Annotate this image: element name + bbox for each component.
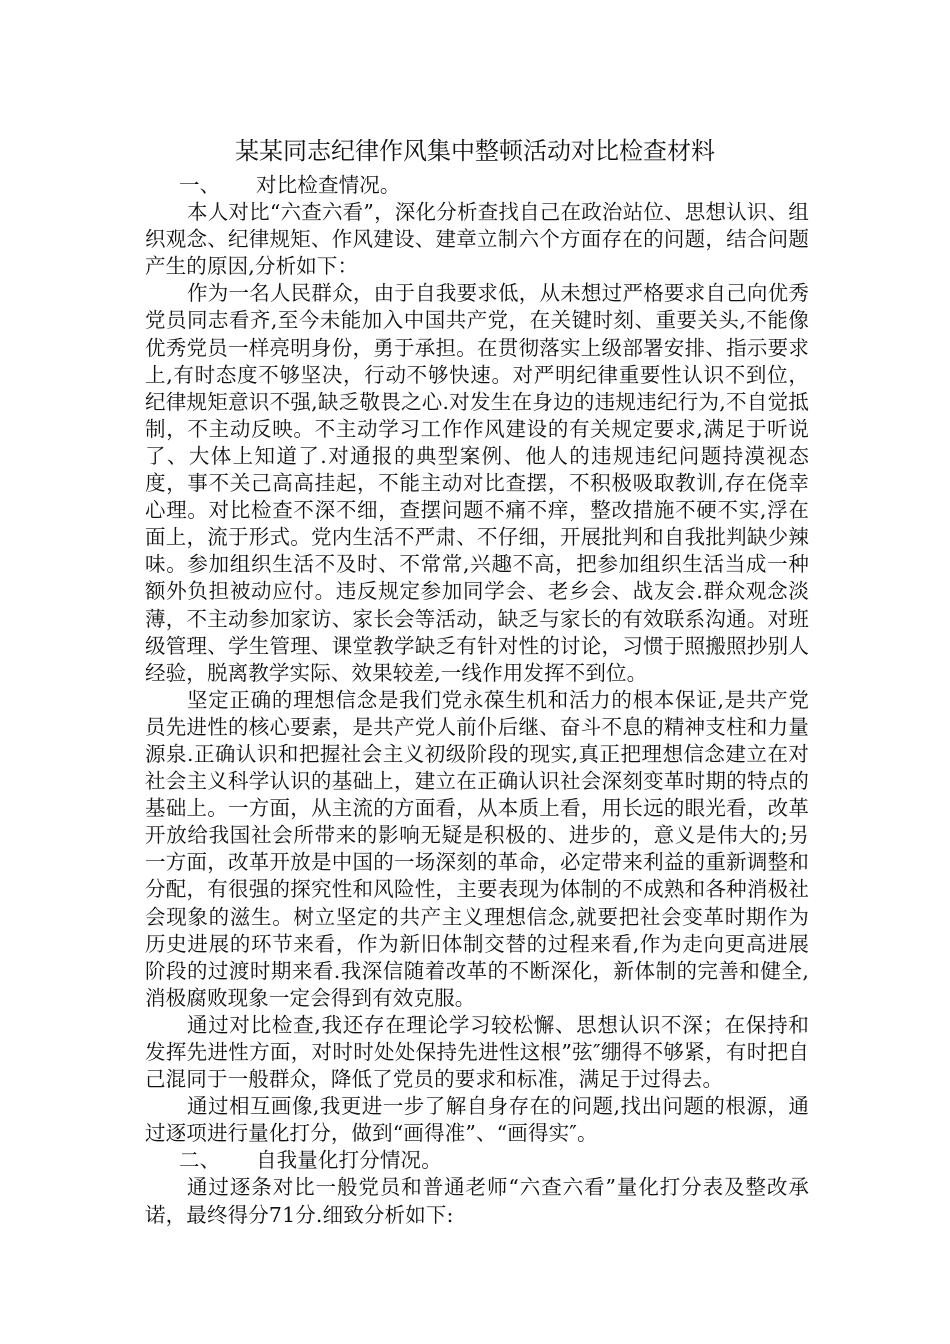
section-heading-1 xyxy=(145,172,809,199)
paragraph-score: 通过逐条对比一般党员和普通老师“六查六看”量化打分表及整改承诺，最终得分71分.细致分析如下: xyxy=(145,1175,809,1227)
document-body xyxy=(145,172,809,1229)
paragraph-ideals: 坚定正确的理想信念是我们党永葆生机和活力的根本保证,是共产党员先进性的核心要素，是共产党人前仆后继、奋斗不息的精神支柱和力量源泉.正确认识和把握社会主义初级阶段的现实,真正把理想信念建立在对社会主义科学认识的基础上，建立在正确认识社会深刻变革时期的特点的基础上。一方面，从主流的方面看，从本质上看，用长远的眼光看，改革开放给我国社会所带来的影响无疑是积极的、进步的，意义是伟大的;另一方面，改革开放是中国的一场深刻的革命，必定带来利益的重新调整和分配，有很强的探究性和风险性，主要表现为体制的不成熟和各种消极社会现象的滋生。树立坚定的共产主义理想信念,就要把社会变革时期作为历史进展的环节来看，作为新旧体制交替的过程来看,作为走向更高进展阶段的过渡时期来看.我深信随着改革的不断深化，新体制的完善和健全,消极腐败现象一定会得到有效克服。 xyxy=(145,687,809,1010)
section-number-1: 一、 xyxy=(179,173,221,197)
document-title: 某某同志纪律作风集中整顿活动对比检查材料 xyxy=(235,137,715,165)
paragraph-intro: 本人对比“六查六看”，深化分析查找自己在政治站位、思想认识、组织观念、纪律规矩、作风建设、建章立制六个方面存在的问题，结合问题产生的原因,分析如下： xyxy=(145,200,809,279)
section-number-2: 二、 xyxy=(179,1148,221,1173)
paragraph-problems: 作为一名人民群众，由于自我要求低，从未想过严格要求自己向优秀党员同志看齐,至今未能加入中国共产党，在关键时刻、重要关头,不能像优秀党员一样亮明身份，勇于承担。在贯彻落实上级部署安排、指示要求上,有时态度不够坚决，行动不够快速。对严明纪律重要性认识不到位，纪律规矩意识不强,缺乏敬畏之心.对发生在身边的违规违纪行为,不自觉抵制，不主动反映。不主动学习工作作风建设的有关规定要求,满足于听说了、大体上知道了.对通报的典型案例、他人的违规违纪问题持漠视态度，事不关己高高挂起，不能主动对比查摆，不积极吸取教训,存在侥幸心理。对比检查不深不细，查摆问题不痛不痒，整改措施不硬不实,浮在面上，流于形式。党内生活不严肃、不仔细，开展批判和自我批判缺少辣味。参加组织生活不及时、不常常,兴趣不高，把参加组织生活当成一种额外负担被动应付。违反规定参加同学会、老乡会、战友会.群众观念淡薄，不主动参加家访、家长会等活动，缺乏与家长的有效联系沟通。对班级管理、学生管理、课堂教学缺乏有针对性的讨论，习惯于照搬照抄别人经验，脱离教学实际、效果较差,一线作用发挥不到位。 xyxy=(145,281,809,685)
paragraph-portrait: 通过相互画像,我更进一步了解自身存在的问题,找出问题的根源，通过逐项进行量化打分，做到“画得准”、“画得实″。 xyxy=(145,1094,809,1146)
section-title-2: 自我量化打分情况。 xyxy=(256,1148,442,1173)
section-heading-2 xyxy=(145,1147,809,1174)
paragraph-shortcomings: 通过对比检查,我还存在理论学习较松懈、思想认识不深；在保持和发挥先进性方面，对时时处处保持先进性这根”弦″绷得不够紧，有时把自己混同于一般群众，降低了党员的要求和标准，满足于过得去。 xyxy=(145,1012,809,1092)
section-title-1: 对比检查情况。 xyxy=(256,173,401,197)
